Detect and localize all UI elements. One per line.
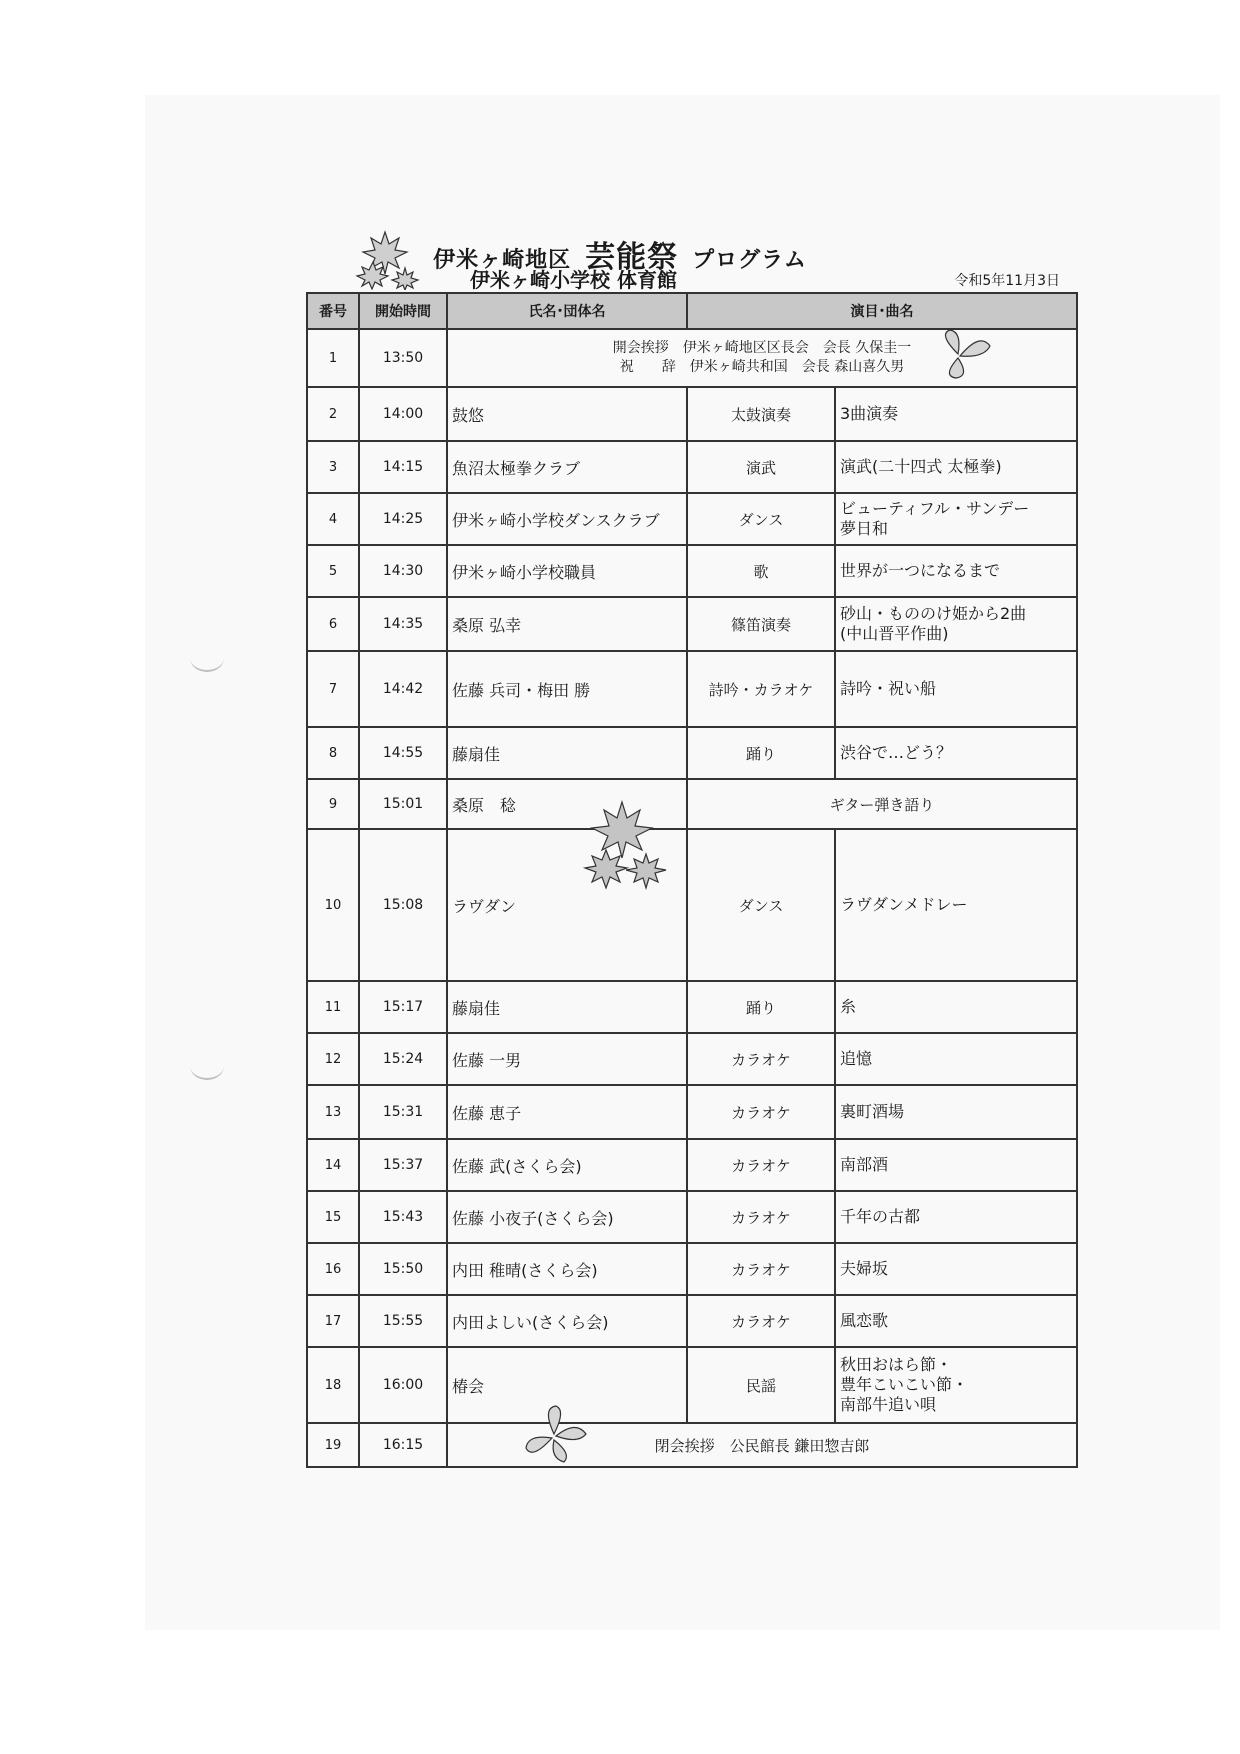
row-performer: 桑原 弘幸 (447, 597, 687, 651)
table-header-row (307, 293, 1077, 329)
row-category: 篠笛演奏 (687, 597, 835, 651)
table-row (307, 545, 1077, 597)
row-number: 18 (307, 1347, 359, 1423)
table-row (307, 1191, 1077, 1243)
row-category: カラオケ (687, 1295, 835, 1347)
header-start-time: 開始時間 (359, 293, 447, 329)
song-line: 秋田おはら節・ (840, 1355, 953, 1374)
row-time: 13:50 (359, 329, 447, 387)
row-performer: 佐藤 武(さくら会) (447, 1139, 687, 1191)
row-song (835, 1139, 1077, 1191)
ginkgo-leaf-icon (520, 1404, 592, 1464)
row-number: 11 (307, 981, 359, 1033)
row-time: 14:25 (359, 493, 447, 545)
table-row (307, 651, 1077, 727)
punch-hole (190, 644, 224, 672)
song-line: 風恋歌 (840, 1311, 889, 1330)
row-performer: 桑原 稔 (447, 779, 687, 829)
opening-line: 祝 辞 伊米ヶ崎共和国 会長 森山喜久男 (619, 359, 905, 375)
row-song (835, 493, 1077, 545)
row-performer: 佐藤 恵子 (447, 1085, 687, 1139)
song-line: 追憶 (840, 1049, 873, 1068)
song-line: 裏町酒場 (840, 1102, 905, 1121)
row-category: カラオケ (687, 1085, 835, 1139)
song-line: 演武(二十四式 太極拳) (840, 457, 1002, 476)
row-time: 15:24 (359, 1033, 447, 1085)
song-line: 夢日和 (840, 519, 889, 538)
row-number: 6 (307, 597, 359, 651)
row-song (835, 441, 1077, 493)
row-time: 15:43 (359, 1191, 447, 1243)
row-song (835, 545, 1077, 597)
table-row (307, 387, 1077, 441)
title-main: 芸能祭 (585, 240, 679, 275)
table-row (307, 1295, 1077, 1347)
row-number: 3 (307, 441, 359, 493)
row-number: 15 (307, 1191, 359, 1243)
row-time: 16:15 (359, 1423, 447, 1467)
header-performance: 演目･曲名 (687, 293, 1077, 329)
row-time: 15:08 (359, 829, 447, 981)
row-performer: 椿会 (447, 1347, 687, 1423)
row-song (835, 651, 1077, 727)
closing-remarks: 閉会挨拶 公民館長 鎌田惣吉郎 (447, 1423, 1077, 1467)
table-row (307, 779, 1077, 829)
ginkgo-leaf-icon (928, 328, 998, 380)
title-right: プログラム (692, 248, 807, 273)
row-category: ダンス (687, 829, 835, 981)
table-row (307, 1423, 1077, 1467)
table-row (307, 1347, 1077, 1423)
song-line: 夫婦坂 (840, 1259, 889, 1278)
table-row (307, 1085, 1077, 1139)
row-time: 15:55 (359, 1295, 447, 1347)
table-row (307, 493, 1077, 545)
song-line: 南部牛追い唄 (840, 1395, 937, 1414)
row-category: カラオケ (687, 1033, 835, 1085)
row-category: カラオケ (687, 1139, 835, 1191)
row-time: 14:15 (359, 441, 447, 493)
table-row (307, 727, 1077, 779)
row-number: 10 (307, 829, 359, 981)
song-line: ラヴダンメドレー (840, 895, 968, 914)
row-time: 15:50 (359, 1243, 447, 1295)
song-line: 渋谷で…どう？ (840, 743, 953, 762)
table-row (307, 1139, 1077, 1191)
row-number: 9 (307, 779, 359, 829)
venue: 伊米ヶ崎小学校 体育館 (470, 268, 677, 292)
header-number: 番号 (307, 293, 359, 329)
song-line: 豊年こいこい節・ (840, 1375, 969, 1394)
row-time: 15:37 (359, 1139, 447, 1191)
punch-hole (190, 1052, 224, 1080)
row-number: 13 (307, 1085, 359, 1139)
song-line: ビューティフル・サンデー (840, 499, 1030, 518)
table-row (307, 1033, 1077, 1085)
row-category: ダンス (687, 493, 835, 545)
table-row (307, 441, 1077, 493)
title-left: 伊米ヶ崎地区 (433, 248, 572, 273)
row-performer: 佐藤 兵司・梅田 勝 (447, 651, 687, 727)
program-table (306, 292, 1078, 1468)
row-number: 19 (307, 1423, 359, 1467)
row-category: 踊り (687, 981, 835, 1033)
song-line: 糸 (840, 997, 857, 1016)
song-line: 南部酒 (840, 1155, 889, 1174)
row-performer: 佐藤 小夜子(さくら会) (447, 1191, 687, 1243)
maple-leaf-icon (580, 800, 670, 890)
row-time: 15:31 (359, 1085, 447, 1139)
header-name: 氏名･団体名 (447, 293, 687, 329)
row-performer: 伊米ヶ崎小学校ダンスクラブ (447, 493, 687, 545)
row-time: 14:35 (359, 597, 447, 651)
row-time: 15:17 (359, 981, 447, 1033)
row-time: 14:42 (359, 651, 447, 727)
row-number: 7 (307, 651, 359, 727)
row-number: 5 (307, 545, 359, 597)
row-category: 詩吟・カラオケ (687, 651, 835, 727)
event-date: 令和5年11月3日 (954, 273, 1060, 289)
row-performer: 内田よしい(さくら会) (447, 1295, 687, 1347)
song-line: 詩吟・祝い船 (840, 679, 937, 698)
row-category: 演武 (687, 441, 835, 493)
table-row (307, 1243, 1077, 1295)
song-line: 千年の古都 (840, 1207, 921, 1226)
row-number: 1 (307, 329, 359, 387)
row-category: 太鼓演奏 (687, 387, 835, 441)
row-performer: ラヴダン (447, 829, 687, 981)
row-performer: 佐藤 一男 (447, 1033, 687, 1085)
row-category: カラオケ (687, 1243, 835, 1295)
row-time: 14:55 (359, 727, 447, 779)
row-time: 14:30 (359, 545, 447, 597)
row-song (835, 1243, 1077, 1295)
row-category: カラオケ (687, 1191, 835, 1243)
row-number: 17 (307, 1295, 359, 1347)
row-number: 14 (307, 1139, 359, 1191)
row-number: 2 (307, 387, 359, 441)
row-song (835, 387, 1077, 441)
row-song (835, 1347, 1077, 1423)
row-category: 踊り (687, 727, 835, 779)
row-song (835, 1033, 1077, 1085)
row-time: 16:00 (359, 1347, 447, 1423)
row-performer: 鼓悠 (447, 387, 687, 441)
table-row (307, 981, 1077, 1033)
table-row (307, 829, 1077, 981)
row-performer: 藤扇佳 (447, 981, 687, 1033)
row-number: 4 (307, 493, 359, 545)
song-line: 砂山・もののけ姫から2曲 (840, 604, 1027, 623)
song-line: 世界が一つになるまで (840, 561, 1001, 580)
row-category: 歌 (687, 545, 835, 597)
row-performer: 内田 稚晴(さくら会) (447, 1243, 687, 1295)
row-song (835, 727, 1077, 779)
row-number: 8 (307, 727, 359, 779)
opening-line: 開会挨拶 伊米ヶ崎地区区長会 会長 久保圭一 (612, 340, 912, 356)
row-song (835, 981, 1077, 1033)
row-category: 民謡 (687, 1347, 835, 1423)
row-number: 12 (307, 1033, 359, 1085)
row-number: 16 (307, 1243, 359, 1295)
song-line: 3曲演奏 (840, 404, 899, 423)
row-song (835, 1085, 1077, 1139)
row-performer: 伊米ヶ崎小学校職員 (447, 545, 687, 597)
row-song (835, 1295, 1077, 1347)
row-song (835, 829, 1077, 981)
row-time: 15:01 (359, 779, 447, 829)
row-time: 14:00 (359, 387, 447, 441)
song-line: (中山晋平作曲) (840, 624, 949, 643)
row-song (835, 1191, 1077, 1243)
table-row (307, 597, 1077, 651)
row-performance: ギター弾き語り (687, 779, 1077, 829)
row-performer: 魚沼太極拳クラブ (447, 441, 687, 493)
row-song (835, 597, 1077, 651)
row-performer: 藤扇佳 (447, 727, 687, 779)
